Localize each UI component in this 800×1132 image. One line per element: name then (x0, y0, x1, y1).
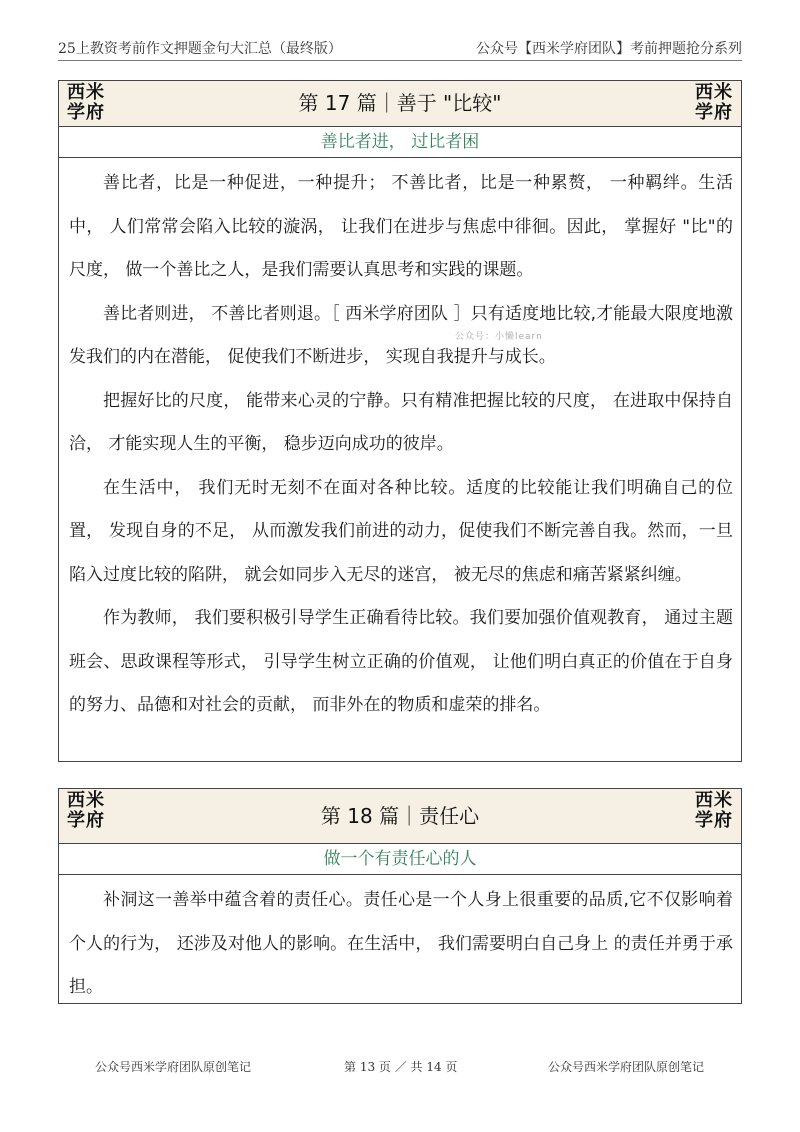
essay-18-body (59, 875, 741, 1018)
essay-17-subtitle: 善比者进， 过比者困 (59, 127, 741, 158)
essay-18-subtitle: 做一个有责任心的人 (59, 844, 741, 875)
logo-line2: 学府 (67, 102, 105, 123)
essay-17 (58, 80, 742, 762)
essay-17-paragraph-5: 作为教师， 我们要积极引导学生正确看待比较。我们要加强价值观教育， 通过主题班会、思政课程等形式， 引导学生树立正确的价值观， 让他们明白真正的价值在于自身的努力、品德和对社会的贡献， 而非外在的物质和虚荣的排名。 (69, 608, 733, 715)
essay-17-paragraph-3: 把握好比的尺度， 能带来心灵的宁静。只有精准把握比较的尺度， 在进取中保持自洽， 才能实现人生的平衡， 稳步迈向成功的彼岸。 (69, 390, 733, 454)
running-header (58, 36, 742, 61)
logo-line1: 西米 (67, 82, 105, 103)
page-footer (0, 1058, 800, 1078)
header-document-title: 25上教资考前作文押题金句大汇总（最终版） (58, 41, 342, 57)
logo-line2: 学府 (695, 810, 733, 831)
logo-line2: 学府 (67, 810, 105, 831)
logo-line1: 西米 (695, 82, 733, 103)
essay-17-paragraph-1: 善比者，比是一种促进，一种提升； 不善比者，比是一种累赘， 一种羁绊。生活中， 人们常常会陷入比较的漩涡， 让我们在进步与焦虑中徘徊。因此， 掌握好 "比"的尺度， 做一个善比之人，是我们需要认真思考和实践的课题。 (69, 173, 733, 280)
logo-line1: 西米 (695, 790, 733, 811)
brand-logo-right (695, 83, 733, 123)
logo-line2: 学府 (695, 102, 733, 123)
essay-18-title: 第 18 篇｜责任心 (320, 804, 480, 828)
essay-18-header (59, 789, 741, 844)
essay-17-header (59, 81, 741, 127)
header-series-title: 公众号【西米学府团队】考前押题抢分系列 (476, 41, 742, 57)
essay-17-paragraph-4: 在生活中， 我们无时无刻不在面对各种比较。适度的比较能让我们明确自己的位置， 发现自身的不足， 从而激发我们前进的动力，促使我们不断完善自我。然而，一旦陷入过度比较的陷阱， 就会如同步入无尽的迷宫， 被无尽的焦虑和痛苦紧紧纠缠。 (69, 477, 733, 585)
footer-right-note: 公众号西米学府团队原创笔记 (548, 1060, 705, 1074)
logo-line1: 西米 (67, 790, 105, 811)
brand-logo-left (67, 83, 105, 123)
brand-logo-left (67, 791, 105, 831)
page-number: 第 13 页 ／ 共 14 页 (344, 1060, 458, 1074)
essay-18 (58, 788, 742, 1004)
essay-17-paragraph-2: 善比者则进， 不善比者则退。［ 西米学府团队 ］只有适度地比较,才能最大限度地激发我们的内在潜能， 促使我们不断进步， 实现自我提升与成长。 (69, 303, 733, 367)
essay-18-paragraph-1: 补洞这一善举中蕴含着的责任心。责任心是一个人身上很重要的品质,它不仅影响着个人的行为， 还涉及对他人的影响。在生活中， 我们需要明白自己身上 的责任并勇于承担。 (69, 890, 733, 997)
watermark: 公众号：小懒learn (455, 332, 543, 342)
footer-left-note: 公众号西米学府团队原创笔记 (95, 1060, 252, 1074)
essay-17-title: 第 17 篇｜善于 "比较" (298, 91, 502, 115)
brand-logo-right (695, 791, 733, 831)
essay-17-body (59, 158, 741, 736)
